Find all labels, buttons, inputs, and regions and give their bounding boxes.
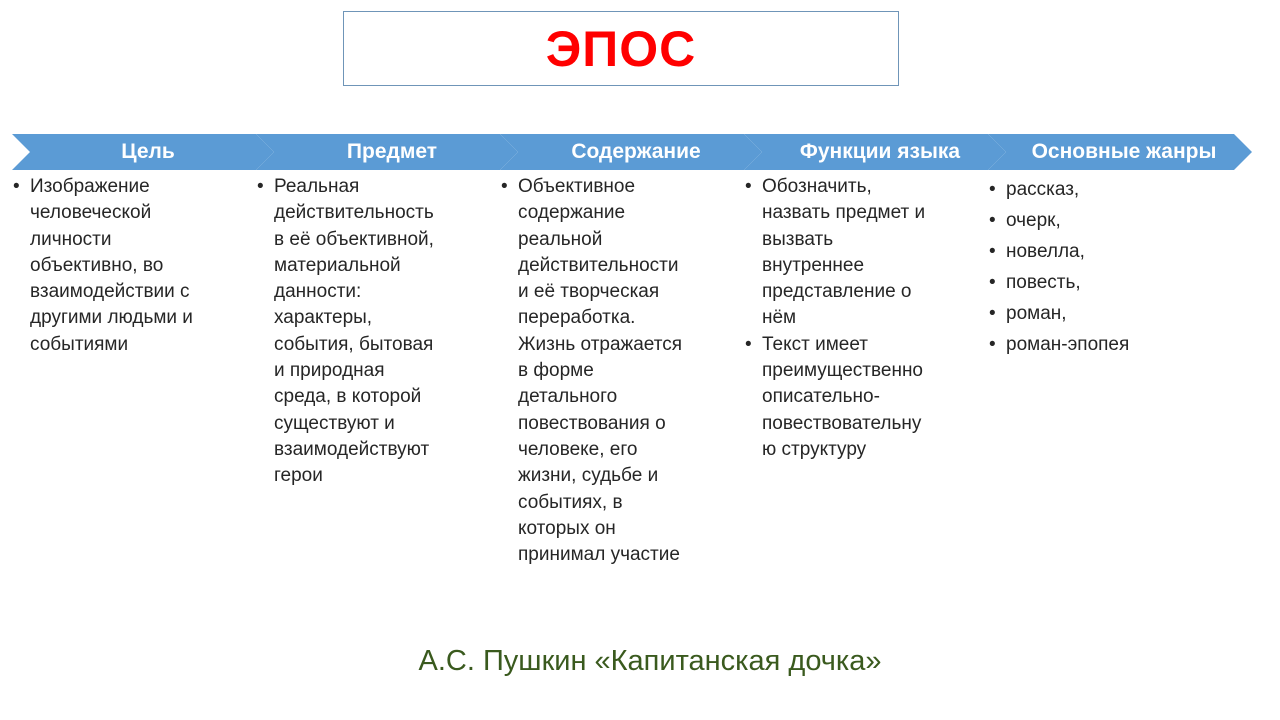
- list-item-text: событиями: [30, 333, 129, 355]
- list-item-text: рассказ,: [1006, 179, 1080, 200]
- column-subject: [257, 174, 493, 490]
- list-item-text: очерк,: [1006, 210, 1061, 231]
- list-item: [257, 174, 493, 490]
- list-item-text: Объективное: [518, 176, 636, 197]
- list-item-text: Текст имеет: [762, 333, 868, 355]
- language-functions-list: [745, 174, 981, 463]
- list-item-text: повесть,: [1006, 272, 1081, 293]
- main-genres-list: [989, 174, 1225, 360]
- list-item-text: и природная: [274, 360, 385, 382]
- process-chevrons: [0, 134, 1280, 170]
- list-item-text: взаимодействии с: [30, 281, 190, 303]
- list-item-text: в форме: [518, 360, 594, 382]
- list-item: [745, 174, 981, 332]
- bullet-icon: •: [257, 176, 264, 197]
- list-item-text: человеке, его: [518, 438, 638, 460]
- list-item-text: Обозначить,: [762, 176, 872, 197]
- list-item-text: повествовательну: [762, 412, 922, 434]
- column-language-functions: [745, 174, 981, 463]
- header-content: Содержание: [571, 140, 701, 163]
- bullet-icon: •: [745, 176, 752, 197]
- list-item-text: объективно, во: [30, 254, 164, 276]
- list-item-text: роман-эпопея: [1006, 334, 1130, 355]
- list-item-text: Жизнь отражается: [518, 333, 683, 355]
- list-item: [989, 329, 1225, 360]
- bullet-icon: •: [989, 179, 996, 200]
- list-item: [989, 205, 1225, 236]
- list-item-text: детального: [518, 386, 618, 408]
- list-item-text: роман,: [1006, 303, 1067, 324]
- bullet-icon: •: [501, 176, 508, 197]
- list-item: [13, 174, 249, 358]
- column-goal: [13, 174, 249, 358]
- list-item-text: материальной: [274, 254, 401, 276]
- list-item-text: принимал участие: [518, 544, 680, 566]
- bullet-icon: •: [989, 303, 996, 324]
- list-item-text: в её объективной,: [274, 228, 434, 250]
- list-item-text: вызвать: [762, 228, 834, 250]
- list-item-text: действительности: [518, 254, 679, 276]
- list-item-text: новелла,: [1006, 241, 1085, 262]
- header-subject: Предмет: [346, 140, 438, 163]
- bullet-icon: •: [989, 241, 996, 262]
- list-item-text: человеческой: [30, 202, 152, 224]
- header-language-functions: Функции языка: [799, 140, 961, 163]
- title-box: [343, 11, 899, 86]
- list-item: [745, 332, 981, 463]
- list-item-text: жизни, судьбе и: [518, 465, 659, 487]
- list-item-text: внутреннее: [762, 254, 865, 276]
- list-item-text: взаимодействуют: [274, 438, 430, 460]
- list-item-text: содержание: [518, 202, 626, 224]
- list-item-text: и её творческая: [518, 281, 660, 303]
- list-item-text: реальной: [518, 228, 603, 250]
- list-item-text: другими людьми и: [30, 307, 193, 329]
- subject-list: [257, 174, 493, 490]
- list-item: [989, 174, 1225, 205]
- bullet-icon: •: [13, 176, 20, 197]
- list-item-text: личности: [30, 228, 112, 250]
- bullet-icon: •: [745, 333, 752, 355]
- column-content: [501, 174, 737, 568]
- list-item-text: характеры,: [274, 307, 373, 329]
- bullet-icon: •: [989, 334, 996, 355]
- list-item-text: событиях, в: [518, 491, 623, 513]
- list-item-text: ю структуру: [762, 438, 867, 460]
- list-item-text: среда, в которой: [274, 386, 422, 408]
- list-item-text: преимущественно: [762, 360, 923, 382]
- list-item-text: Реальная: [274, 176, 360, 197]
- list-item-text: нём: [762, 307, 797, 329]
- list-item: [989, 267, 1225, 298]
- list-item-text: повествования о: [518, 412, 666, 434]
- list-item-text: представление о: [762, 281, 912, 303]
- list-item: [989, 298, 1225, 329]
- list-item-text: действительность: [274, 202, 434, 224]
- header-goal: Цель: [121, 140, 175, 163]
- page-title: ЭПОС: [545, 20, 697, 77]
- list-item: [501, 174, 737, 568]
- goal-list: [13, 174, 249, 358]
- list-item-text: события, бытовая: [274, 333, 434, 355]
- list-item-text: Изображение: [30, 176, 150, 197]
- header-main-genres: Основные жанры: [1031, 140, 1217, 163]
- list-item-text: назвать предмет и: [762, 202, 926, 224]
- footer-caption: А.С. Пушкин «Капитанская дочка»: [418, 645, 882, 677]
- list-item-text: данности:: [274, 281, 362, 303]
- bullet-icon: •: [989, 272, 996, 293]
- list-item-text: описательно-: [762, 386, 880, 408]
- bullet-icon: •: [989, 210, 996, 231]
- list-item: [989, 236, 1225, 267]
- column-main-genres: [989, 174, 1225, 360]
- content-list: [501, 174, 737, 568]
- list-item-text: существуют и: [274, 412, 395, 434]
- list-item-text: которых он: [518, 517, 616, 539]
- list-item-text: герои: [274, 465, 323, 487]
- list-item-text: переработка.: [518, 307, 636, 329]
